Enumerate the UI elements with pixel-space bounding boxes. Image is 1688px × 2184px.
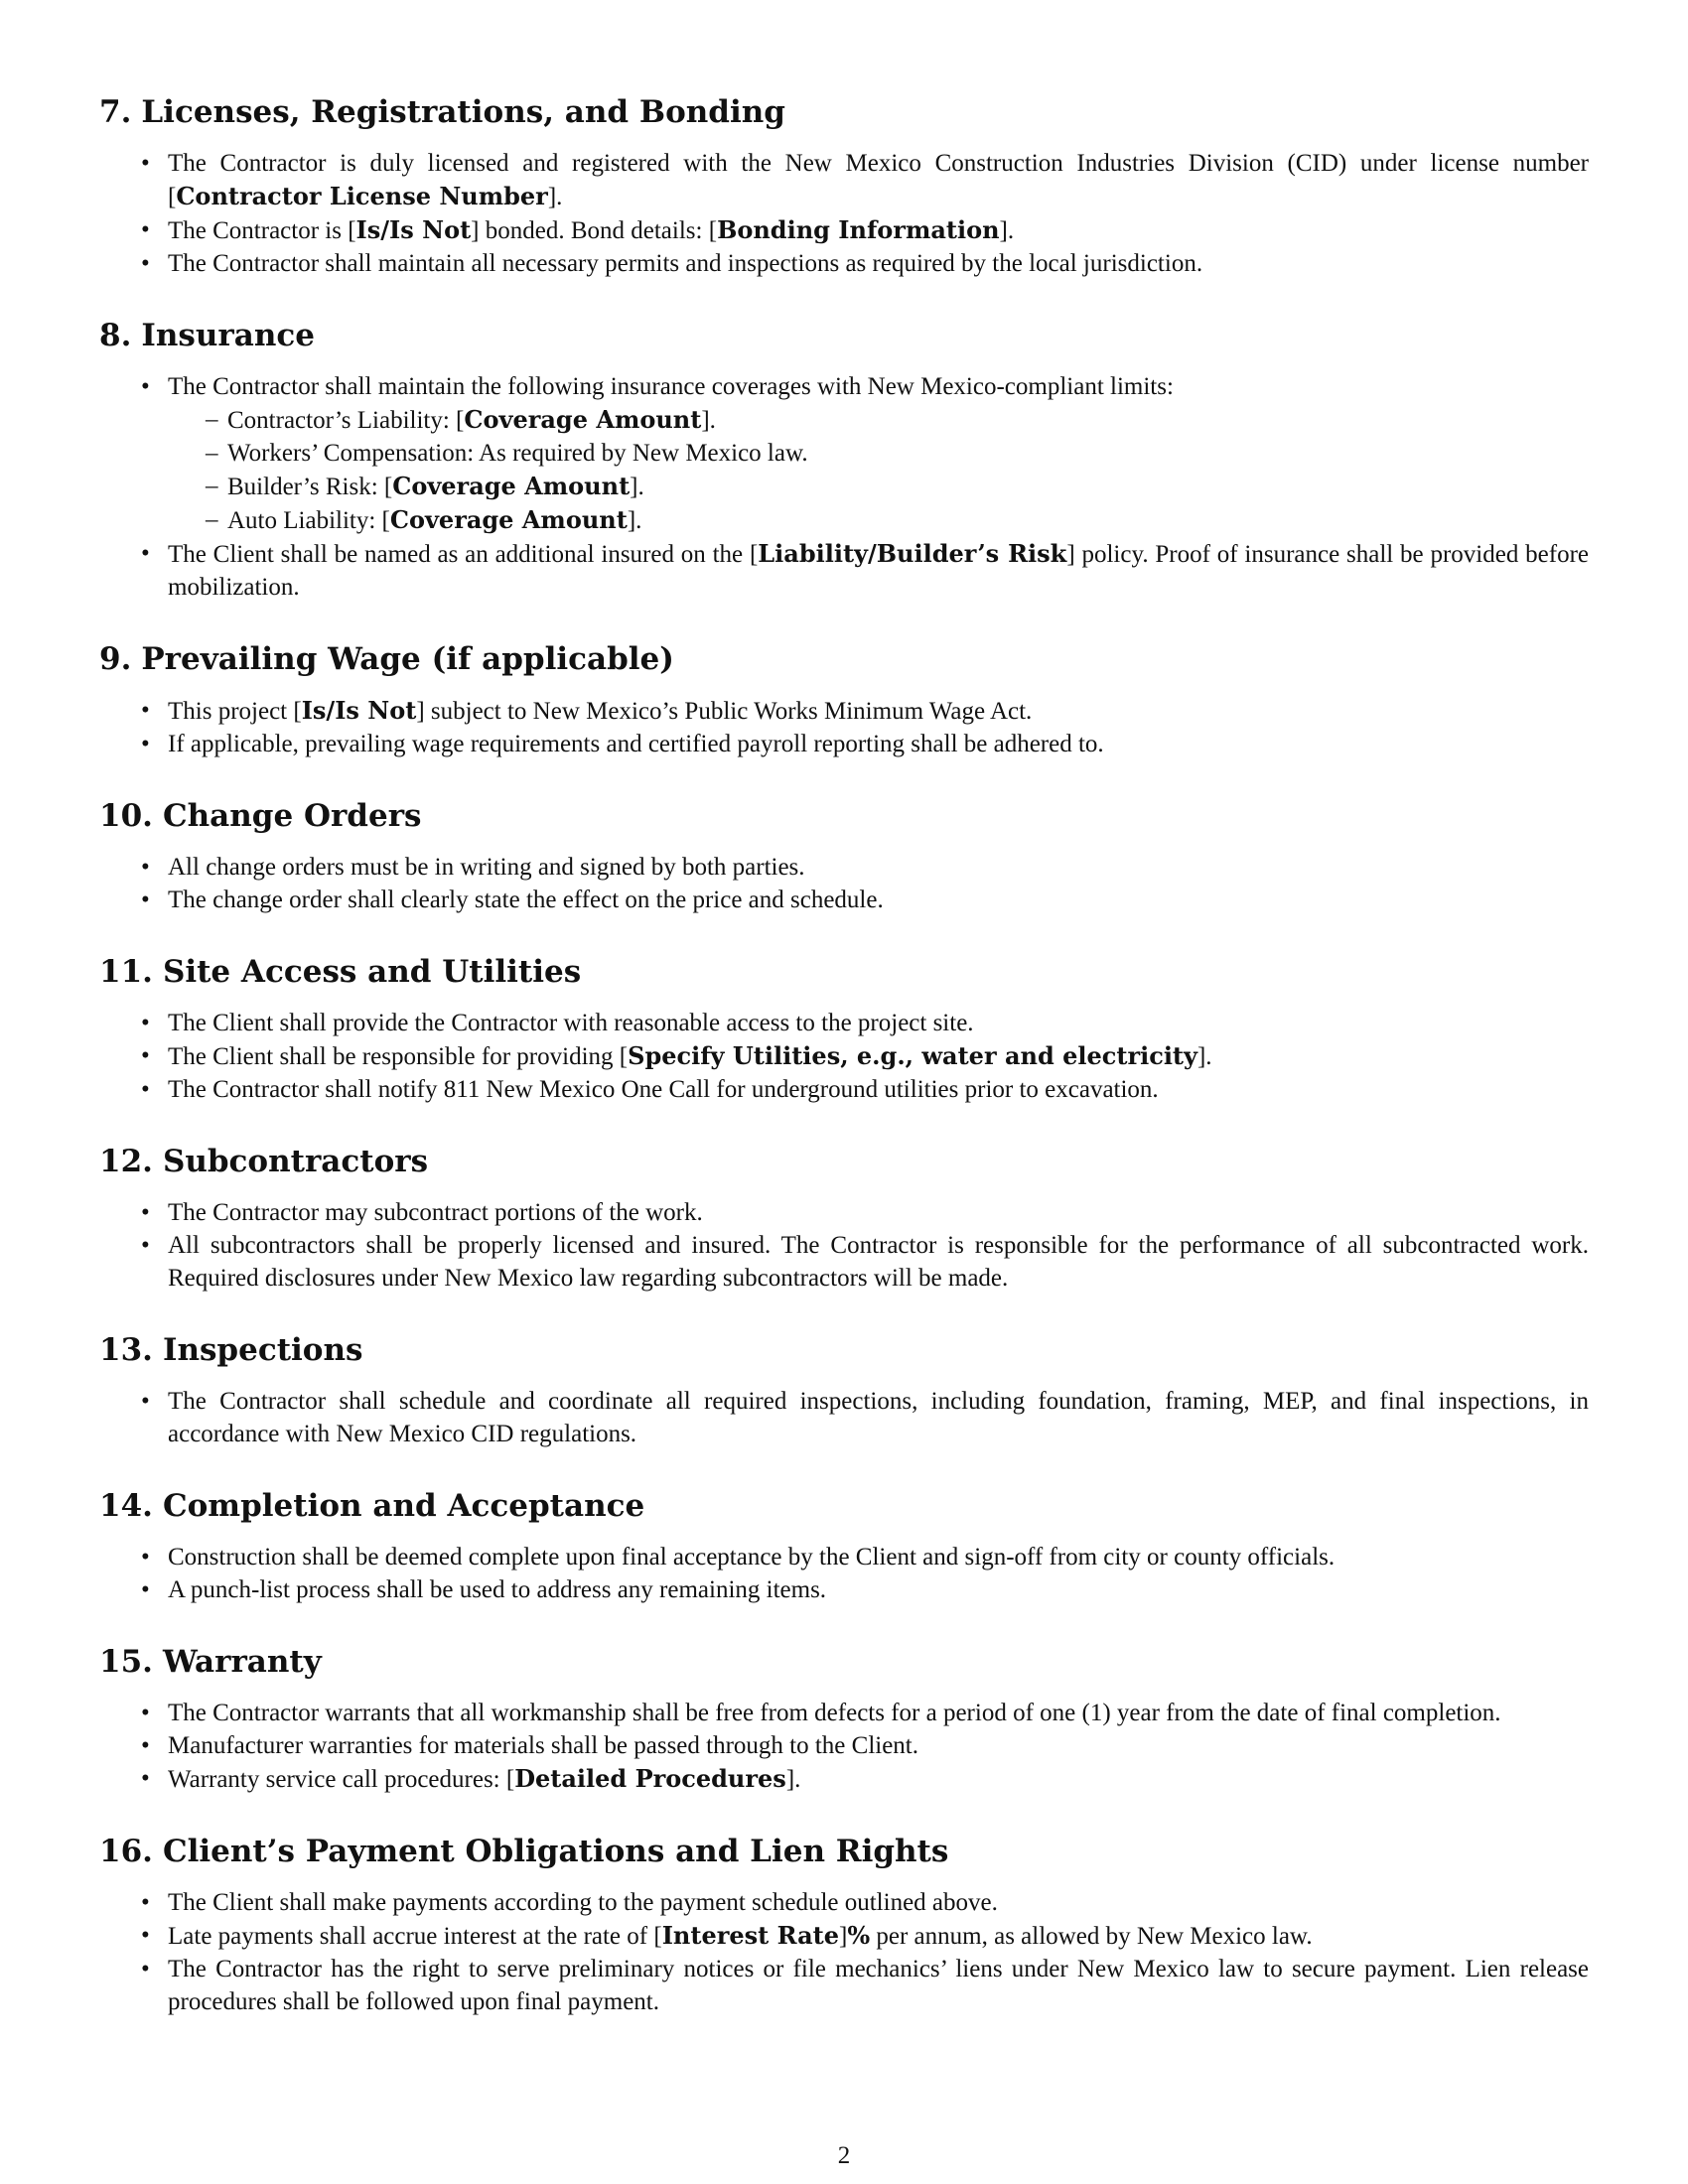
text-run: Auto Liability: [ <box>227 507 390 534</box>
text-run: If applicable, prevailing wage requirements and certified payroll reporting shall be adhered to. <box>168 731 1104 757</box>
list-item <box>99 247 1589 280</box>
list-item <box>99 370 1589 537</box>
list-item <box>99 884 1589 916</box>
list-item <box>99 1953 1589 2018</box>
text-run: The Contractor is [ <box>168 217 356 244</box>
section-number: 8. <box>99 318 132 353</box>
list-item <box>99 1762 1589 1796</box>
section-number: 9. <box>99 641 132 677</box>
section-14 <box>99 1485 1589 1606</box>
section-heading <box>99 1485 1589 1527</box>
list-item <box>99 1919 1589 1953</box>
list-item <box>99 1385 1589 1450</box>
section-9 <box>99 638 1589 760</box>
text-run: All subcontractors shall be properly licensed and insured. The Contractor is responsible for the performance of all subcontracted work. Required disclosures under New Mexico law regarding subcontractors will be made. <box>168 1232 1589 1292</box>
text-run: ] <box>839 1923 848 1950</box>
text-run: ] bonded. Bond details: [ <box>471 217 718 244</box>
text-run: Contractor’s Liability: [ <box>227 407 465 434</box>
list-item <box>99 1007 1589 1039</box>
text-run: The Client shall be responsible for providing [ <box>168 1043 629 1070</box>
section-title: Client’s Payment Obligations and Lien Rights <box>162 1834 949 1869</box>
list-item <box>99 147 1589 213</box>
text-run: per annum, as allowed by New Mexico law. <box>870 1923 1313 1950</box>
list-item <box>99 1729 1589 1762</box>
text-run: Late payments shall accrue interest at the rate of [ <box>168 1923 662 1950</box>
placeholder-field: Contractor License Number <box>176 182 548 210</box>
section-7 <box>99 91 1589 280</box>
section-title: Site Access and Utilities <box>162 954 582 990</box>
text-run: The Contractor shall schedule and coordinate all required inspections, including foundation, framing, MEP, and final inspections, in accordance with New Mexico CID regulations. <box>168 1388 1589 1447</box>
bullet-list <box>99 1385 1589 1450</box>
bullet-list <box>99 851 1589 916</box>
sub-list <box>168 403 1589 537</box>
text-run: ]. <box>547 184 563 210</box>
list-item <box>99 213 1589 247</box>
section-title: Completion and Acceptance <box>162 1488 645 1524</box>
list-item <box>99 1541 1589 1573</box>
text-run: The Contractor shall maintain the following insurance coverages with New Mexico-compliant limits: <box>168 373 1174 400</box>
text-run: The Contractor shall maintain all necessary permits and inspections as required by the local jurisdiction. <box>168 250 1203 277</box>
placeholder-field: Liability/Builder’s Risk <box>758 539 1067 568</box>
section-title: Warranty <box>162 1644 322 1680</box>
list-item <box>99 537 1589 604</box>
sub-list-item <box>168 470 1589 503</box>
sub-list-item <box>168 403 1589 437</box>
section-heading <box>99 638 1589 680</box>
text-run: The Contractor shall notify 811 New Mexico One Call for underground utilities prior to excavation. <box>168 1076 1159 1103</box>
list-item <box>99 1886 1589 1919</box>
text-run: ] subject to New Mexico’s Public Works Minimum Wage Act. <box>416 698 1033 725</box>
section-heading <box>99 951 1589 993</box>
list-item <box>99 694 1589 728</box>
list-item <box>99 1573 1589 1606</box>
section-8 <box>99 315 1589 604</box>
text-run: Workers’ Compensation: As required by New Mexico law. <box>227 440 808 467</box>
section-15 <box>99 1641 1589 1796</box>
placeholder-field: Coverage Amount <box>392 472 631 500</box>
section-heading <box>99 1641 1589 1683</box>
section-title: Change Orders <box>162 798 422 834</box>
section-heading <box>99 91 1589 133</box>
page-number: 2 <box>837 2142 851 2169</box>
text-run: This project [ <box>168 698 302 725</box>
bullet-list <box>99 694 1589 760</box>
section-heading <box>99 795 1589 837</box>
text-run: The Contractor has the right to serve preliminary notices or file mechanics’ liens under New Mexico law to secure payment. Lien release procedures shall be followed upon final payment. <box>168 1956 1589 2015</box>
text-run: The Contractor is duly licensed and registered with the New Mexico Construction Industries Division (CID) under license number [ <box>168 150 1589 210</box>
placeholder-field: Is/Is Not <box>355 215 472 244</box>
placeholder-field: Interest Rate <box>661 1921 839 1950</box>
text-run: All change orders must be in writing and signed by both parties. <box>168 854 805 881</box>
text-run: The Contractor warrants that all workmanship shall be free from defects for a period of one (1) year from the date of final completion. <box>168 1700 1501 1726</box>
text-run: The Contractor may subcontract portions of the work. <box>168 1199 703 1226</box>
bullet-list <box>99 1541 1589 1606</box>
section-title: Inspections <box>162 1332 363 1368</box>
section-10 <box>99 795 1589 916</box>
bullet-list <box>99 370 1589 604</box>
section-number: 16. <box>99 1834 153 1869</box>
section-title: Insurance <box>141 318 315 353</box>
text-run: The change order shall clearly state the effect on the price and schedule. <box>168 887 884 913</box>
text-run: The Client shall make payments according to the payment schedule outlined above. <box>168 1889 998 1916</box>
sub-list-item <box>168 437 1589 470</box>
section-title: Licenses, Registrations, and Bonding <box>141 94 785 130</box>
placeholder-field: Specify Utilities, e.g., water and electricity <box>628 1041 1197 1070</box>
section-number: 12. <box>99 1144 153 1179</box>
section-number: 15. <box>99 1644 153 1680</box>
list-item <box>99 1073 1589 1106</box>
bullet-list <box>99 1196 1589 1295</box>
placeholder-field: Coverage Amount <box>389 505 628 534</box>
section-heading <box>99 1831 1589 1872</box>
text-run: Builder’s Risk: [ <box>227 474 393 500</box>
text-run: ]. <box>785 1766 801 1793</box>
section-heading <box>99 315 1589 356</box>
list-item <box>99 1697 1589 1729</box>
section-number: 11. <box>99 954 153 990</box>
section-number: 7. <box>99 94 132 130</box>
text-run: Manufacturer warranties for materials shall be passed through to the Client. <box>168 1732 919 1759</box>
text-run: Warranty service call procedures: [ <box>168 1766 515 1793</box>
bullet-list <box>99 1697 1589 1796</box>
text-run: The Client shall be named as an additional insured on the [ <box>168 541 759 568</box>
text-run: ]. <box>630 474 644 500</box>
document-page <box>99 91 1589 2053</box>
text-run: The Client shall provide the Contractor with reasonable access to the project site. <box>168 1010 974 1036</box>
placeholder-field: Bonding Information <box>717 215 1000 244</box>
bullet-list <box>99 1886 1589 2018</box>
placeholder-field: Coverage Amount <box>464 405 702 434</box>
section-title: Prevailing Wage (if applicable) <box>141 641 674 677</box>
text-run: ]. <box>1196 1043 1212 1070</box>
section-12 <box>99 1141 1589 1295</box>
text-run: Construction shall be deemed complete upon final acceptance by the Client and sign-off from city or county officials. <box>168 1544 1336 1570</box>
placeholder-field: Detailed Procedures <box>514 1764 786 1793</box>
placeholder-field: % <box>847 1921 871 1950</box>
sub-list-item <box>168 503 1589 537</box>
bullet-list <box>99 147 1589 280</box>
section-number: 13. <box>99 1332 153 1368</box>
bullet-list <box>99 1007 1589 1106</box>
section-13 <box>99 1329 1589 1450</box>
section-number: 10. <box>99 798 153 834</box>
list-item <box>99 1039 1589 1073</box>
list-item <box>99 1229 1589 1295</box>
list-item <box>99 851 1589 884</box>
list-item <box>99 728 1589 760</box>
section-16 <box>99 1831 1589 2018</box>
placeholder-field: Is/Is Not <box>301 696 417 725</box>
text-run: ]. <box>999 217 1015 244</box>
text-run: ]. <box>701 407 716 434</box>
section-heading <box>99 1141 1589 1182</box>
section-11 <box>99 951 1589 1106</box>
text-run: ]. <box>627 507 642 534</box>
section-title: Subcontractors <box>162 1144 429 1179</box>
section-heading <box>99 1329 1589 1371</box>
text-run: ] policy. Proof of insurance shall be provided before mobilization. <box>168 541 1589 601</box>
text-run: A punch-list process shall be used to address any remaining items. <box>168 1576 827 1603</box>
section-number: 14. <box>99 1488 153 1524</box>
list-item <box>99 1196 1589 1229</box>
